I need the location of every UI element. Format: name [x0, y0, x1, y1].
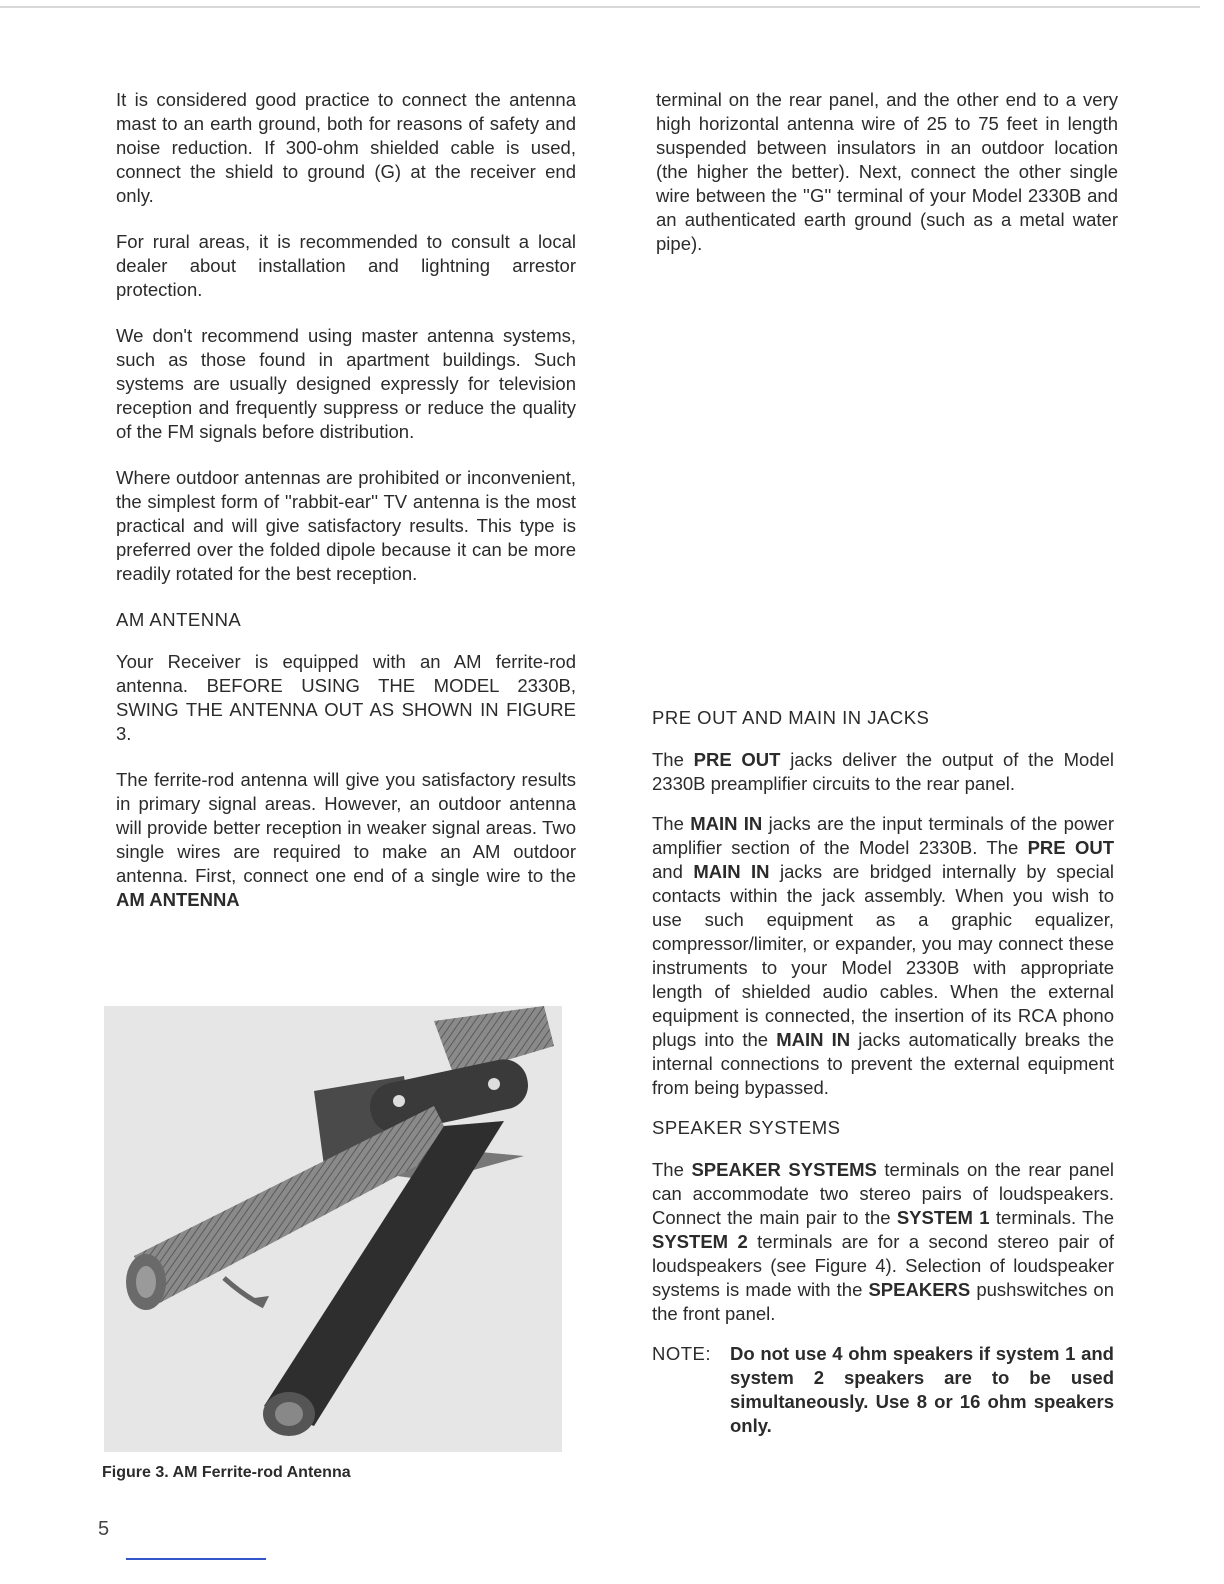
page-number: 5 — [98, 1518, 110, 1540]
text: The — [652, 749, 684, 770]
am-antenna-bold: AM ANTENNA — [116, 889, 240, 910]
main-in-bold: MAIN IN — [776, 1029, 851, 1050]
heading-pre-out: PRE OUT AND MAIN IN JACKS — [652, 707, 930, 728]
text: jacks automatically breaks the internal connections to prevent the external equipment from being bypassed. — [652, 1029, 1114, 1098]
paragraph-am-ferrite: Your Receiver is equipped with an AM ferrite-rod antenna. BEFORE USING THE MODEL 2330B, SWING THE ANTENNA OUT AS SHOWN IN FIGURE 3. — [116, 651, 576, 744]
top-rule — [0, 6, 1200, 8]
paragraph-rabbit-ear: Where outdoor antennas are prohibited or inconvenient, the simplest form of ''rabbit-ear'' TV antenna is the most practical and will give satisfactory results. This type is preferred over the folded dipole because it can be more readily rotated for the best reception. — [116, 467, 576, 584]
paragraph-main-in — [652, 812, 1114, 1100]
text: jacks deliver the output of the Model 2330B preamplifier circuits to the rear panel. — [652, 749, 1115, 794]
text: and — [652, 861, 683, 882]
left-column — [116, 88, 576, 934]
text: terminals. The — [995, 1207, 1115, 1228]
note-text: Do not use 4 ohm speakers if system 1 and system 2 speakers are to be used simultaneously. Use 8 or 16 ohm speakers only. — [730, 1343, 1114, 1436]
speakers-bold: SPEAKERS — [868, 1279, 971, 1300]
bottom-rule — [126, 1558, 266, 1560]
text: jacks are bridged internally by special contacts within the jack assembly. When you wish to use such equipment as a graphic equalizer, compressor/limiter, or expander, you may connect these instruments to your Model 2330B with appropriate length of shielded audio cables. When the external equipment is connected, the insertion of its RCA phono plugs into the — [652, 861, 1114, 1050]
paragraph-master-antenna: We don't recommend using master antenna systems, such as those found in apartment buildings. Such systems are usually designed expressly for television reception and frequently suppress or reduce the quality of the FM signals before distribution. — [116, 325, 576, 442]
ferrite-text: The ferrite-rod antenna will give you satisfactory results in primary signal areas. However, an outdoor antenna will provide better reception in weaker signal areas. Two single wires are required to make an AM outdoor antenna. First, connect one end of a single wire to the — [116, 769, 576, 886]
note-block — [652, 1342, 1114, 1438]
text: terminals on the rear panel can accommodate two stereo pairs of loudspeakers. Connect the main pair to the — [652, 1159, 1115, 1228]
heading-am-antenna: AM ANTENNA — [116, 609, 242, 630]
paragraph-grounding: It is considered good practice to connect the antenna mast to an earth ground, both for reasons of safety and noise reduction. If 300-ohm shielded cable is used, connect the shield to ground (G) at the receiver end only. — [116, 89, 576, 206]
paragraph-rural: For rural areas, it is recommended to consult a local dealer about installation and lightning arrestor protection. — [116, 231, 576, 300]
paragraph-pre-out — [652, 748, 1114, 796]
ferrite-rod-antenna-illustration — [104, 1006, 562, 1452]
text: pushswitches on the front panel. — [652, 1279, 1115, 1324]
figure-caption: Figure 3. AM Ferrite-rod Antenna — [102, 1464, 351, 1481]
text: jacks are the input terminals of the power amplifier section of the Model 2330B. The — [652, 813, 1115, 858]
right-column-top — [656, 88, 1118, 278]
main-in-bold: MAIN IN — [690, 813, 763, 834]
speaker-systems-bold: SPEAKER SYSTEMS — [691, 1159, 877, 1180]
pre-out-bold: PRE OUT — [1027, 837, 1115, 858]
text: terminals are for a second stereo pair of loudspeakers (see Figure 4). Selection of loudspeaker systems is made with the — [652, 1231, 1114, 1300]
text: The — [652, 1159, 684, 1180]
text: The — [652, 813, 684, 834]
system-1-bold: SYSTEM 1 — [896, 1207, 990, 1228]
heading-speaker-systems: SPEAKER SYSTEMS — [652, 1117, 841, 1138]
main-in-bold: MAIN IN — [693, 861, 770, 882]
figure-antenna-photo — [104, 1006, 562, 1452]
right-column-bottom — [652, 706, 1114, 1438]
pre-out-bold: PRE OUT — [693, 749, 781, 770]
paragraph-speaker-systems — [652, 1158, 1114, 1326]
note-label: NOTE: — [652, 1343, 712, 1364]
system-2-bold: SYSTEM 2 — [652, 1231, 748, 1252]
paragraph-ferrite-rod — [116, 768, 576, 912]
paragraph-am-outdoor: terminal on the rear panel, and the other end to a very high horizontal antenna wire of 25 to 75 feet in length suspended between insulators in an outdoor location (the higher the better). Next, connect the other single wire between the ''G'' terminal of your Model 2330B and an authenticated earth ground (such as a metal water pipe). — [656, 89, 1118, 254]
